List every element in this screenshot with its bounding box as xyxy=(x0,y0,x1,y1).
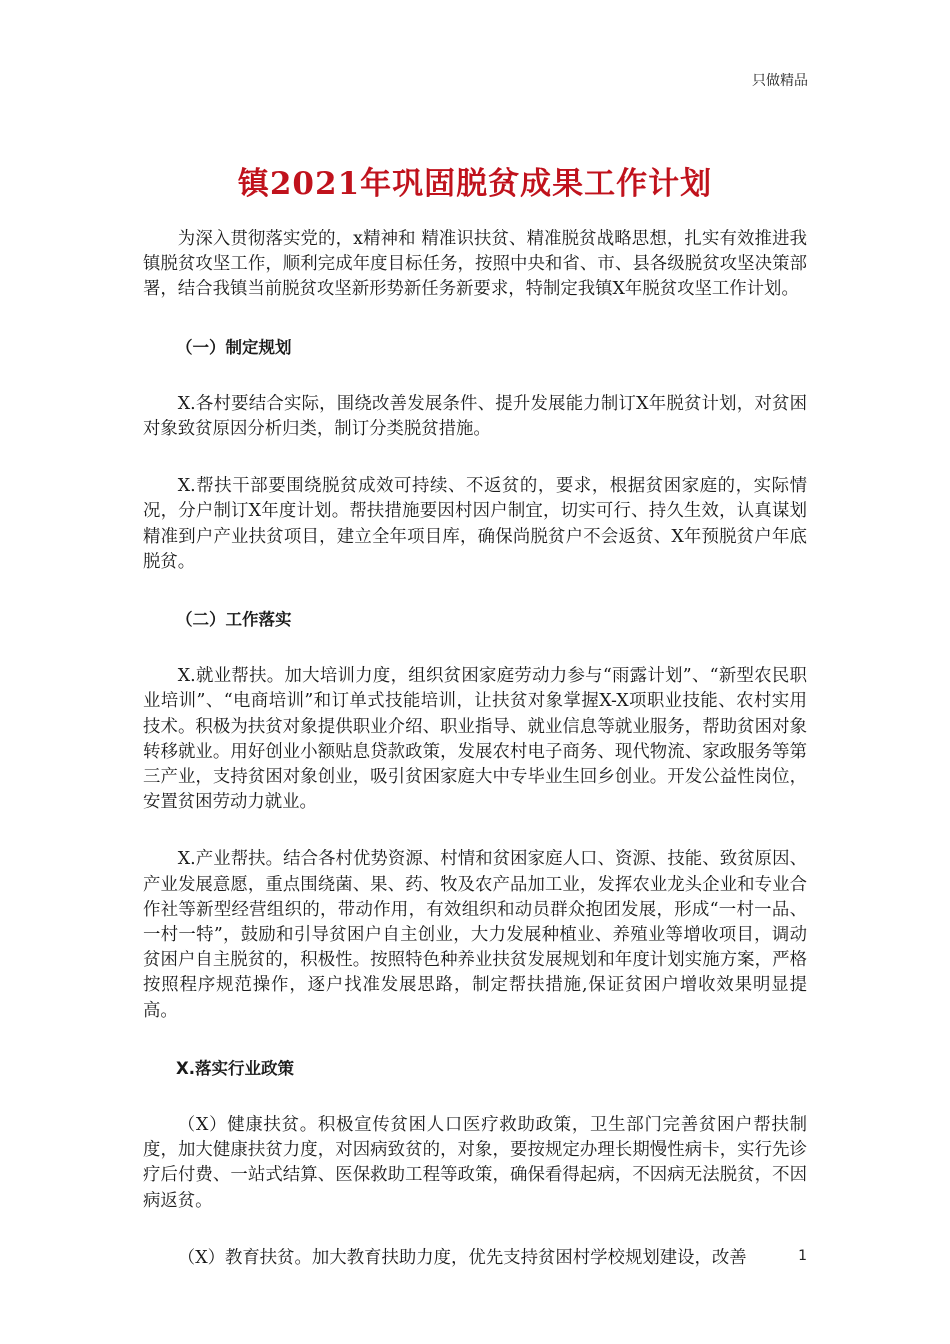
section-heading-industry-policy: X.落实行业政策 xyxy=(176,1058,294,1078)
header-note: 只做精品 xyxy=(752,73,808,89)
document-body xyxy=(143,227,807,1271)
section-heading-implementation: （二）工作落实 xyxy=(176,610,292,630)
paragraph: X.各村要结合实际，围绕改善发展条件、提升发展能力制订X年脱贫计划，对贫困对象致贫原因分析归类，制订分类脱贫措施。 xyxy=(143,393,807,440)
paragraph: X.产业帮扶。结合各村优势资源、村情和贫困家庭人口、资源、技能、致贫原因、产业发展意愿，重点围绕菌、果、药、牧及农产品加工业，发挥农业龙头企业和专业合作社等新型经营组织的，带动作用，有效组织和动员群众抱团发展，形成“一村一品、一村一特”，鼓励和引导贫困户自主创业，大力发展种植业、养殖业等增收项目，调动贫困户自主脱贫的，积极性。按照特色种养业扶贫发展规划和年度计划实施方案，严格按照程序规范操作，逐户找准发展思路，制定帮扶措施,保证贫困户增收效果明显提高。 xyxy=(143,849,807,1021)
intro-paragraph: 为深入贯彻落实党的，x精神和 精准识扶贫、精准脱贫战略思想，扎实有效推进我镇脱贫攻坚工作，顺利完成年度目标任务，按照中央和省、市、县各级脱贫攻坚决策部署，结合我镇当前脱贫攻坚新形势新任务新要求，特制定我镇X年脱贫攻坚工作计划。 xyxy=(143,229,807,300)
section-heading-planning: （一）制定规划 xyxy=(176,337,292,357)
paragraph: X.帮扶干部要围绕脱贫成效可持续、不返贫的，要求，根据贫困家庭的，实际情况，分户制订X年度计划。帮扶措施要因村因户制宜，切实可行、持久生效，认真谋划精准到户产业扶贫项目，建立全年项目库，确保尚脱贫户不会返贫、X年预脱贫户年底脱贫。 xyxy=(143,476,807,572)
paragraph: X.就业帮扶。加大培训力度，组织贫困家庭劳动力参与“雨露计划”、“新型农民职业培训”、“电商培训”和订单式技能培训，让扶贫对象掌握X-X项职业技能、农村实用技术。积极为扶贫对象提供职业介绍、职业指导、就业信息等就业服务，帮助贫困对象转移就业。用好创业小额贴息贷款政策，发展农村电子商务、现代物流、家政服务等第三产业，支持贫困对象创业，吸引贫困家庭大中专毕业生回乡创业。开发公益性岗位，安置贫困劳动力就业。 xyxy=(143,666,807,813)
paragraph: （X）健康扶贫。积极宣传贫困人口医疗救助政策，卫生部门完善贫困户帮扶制度，加大健康扶贫力度，对因病致贫的，对象，要按规定办理长期慢性病卡，实行先诊疗后付费、一站式结算、医保救助工程等政策，确保看得起病，不因病无法脱贫，不因病返贫。 xyxy=(143,1115,807,1211)
page-number: 1 xyxy=(798,1248,807,1264)
paragraph: （X）教育扶贫。加大教育扶助力度，优先支持贫困村学校规划建设，改善 xyxy=(177,1247,747,1268)
document-title: 镇2021年巩固脱贫成果工作计划 xyxy=(237,166,713,202)
